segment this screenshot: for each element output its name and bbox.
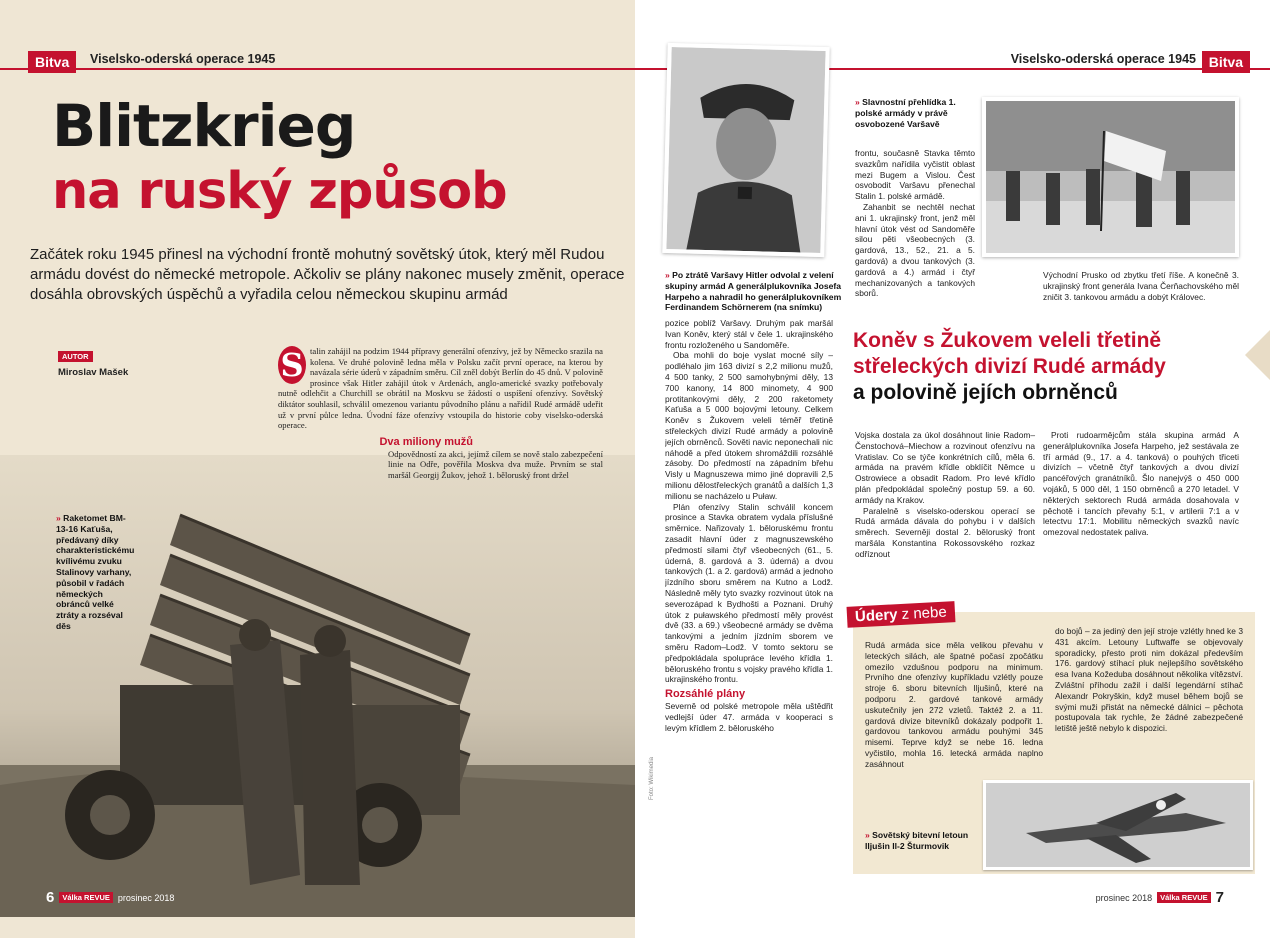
photo-credit: Foto: Wikimedia	[649, 756, 655, 800]
series-title: Viselsko-oderská operace 1945	[1010, 52, 1196, 66]
column-right-2: Východní Prusko od zbytku třetí říše. A konečně 3. ukrajinský front generála Ivana Čerňachovského měl zničit 3. tankovou armádu a dobýt Královec.	[1043, 270, 1239, 302]
title-line1: Blitzkrieg	[52, 92, 356, 160]
sub-heading-2: Rozsáhlé plány	[665, 688, 746, 701]
body-column-2: Proti rudoarmějcům stála skupina armád A generálplukovníka Josefa Harpeho, jež sestávala ze tří armád (9., 17. a 4. tanková) o pouhých třiceti divizích – včetně čtyř tankových a dvou divizí pancéřových granátníků. Šlo nanejvýš o 450 000 vojáků, 5 000 děl, 1 150 obrněnců a 270 letadel. V některých sektorech Rudá armáda dosahovala v pěchotě i tancích převahy 5:1, v artilerii 7:1 a v letectvu 17:1. Mobilitu německých svazků navíc omezoval nedostatek paliva.	[1043, 430, 1239, 538]
series-title: Viselsko-oderská operace 1945	[90, 52, 276, 66]
parade-illustration	[986, 101, 1235, 253]
footer-brand: Válka REVUE	[59, 892, 113, 903]
caption-arrow-icon: »	[56, 513, 61, 523]
caption-arrow-icon: »	[665, 270, 670, 280]
schorner-portrait	[666, 47, 825, 253]
footer-date: prosinec 2018	[1095, 892, 1153, 903]
schorner-caption: » Po ztrátě Varšavy Hitler odvolal z velení skupiny armád A generálplukovníka Josefa Harpeho a nahradil ho generálplukovníkem Ferdinandem Schörnerem (na snímku)	[665, 270, 842, 313]
katyusha-caption: » Raketomet BM-13-16 Kaťuša, předávaný díky charakteristickému kvílivému zvuku Stalinovy varhany, působil v řadách německých obránců velké ztráty a rozséval děs	[56, 513, 135, 631]
page-edge-arrow-icon	[1245, 330, 1270, 380]
author-label: AUTOR	[58, 351, 93, 362]
footer-left	[46, 889, 174, 906]
sidebar-box	[853, 603, 1255, 874]
lead-paragraph: Začátek roku 1945 přinesl na východní frontě mohutný sovětský útok, který měl Rudou armádu dovést do německé metropole. Ačkoliv se plány nakonec musely změnit, operace dosáhla obrovských úspěchů a vyřadila celou německou skupinu armád	[30, 246, 625, 303]
dropcap: S	[278, 346, 306, 384]
il2-caption: » Sovětský bitevní letoun Iljušin Il-2 Šturmovik	[865, 830, 969, 851]
intro-body: talin zahájil na podzim 1944 přípravy generální ofenzívy, jež by Německo srazila na kolena. Ve druhé polovině ledna měla v Polsku začít první operace, na kterou by navázala série úderů v západním směru. Cíl zněl dobýt Berlín do 45 dnů. V polovině prosince však Hitler zahájil útok v Ardenách, anglo-americké svazky potřebovaly nutně odlehčit a Churchill se obrátil na Moskvu se žádostí o uspíšení ofenzívy. Sovětský diktátor souhlasil, schválil omezenou variantu původního plánu a nařídil Rudé armádě udeřit už v první půlce ledna. Úvodní fáze ofenzívy vstoupila do historie coby viselsko-oderská operace.	[278, 346, 603, 431]
author-block	[58, 346, 128, 378]
caption-arrow-icon: »	[855, 97, 860, 107]
sub1-text: Odpovědností za akci, jejímž cílem se nově stalo zabezpečení linie na Odře, pověřila Moskva dva muže. Prvním se stal maršál Georgij Žukov, jehož 1. běloruský front držel	[388, 448, 603, 480]
footer-right	[1096, 889, 1224, 906]
author-name: Miroslav Mašek	[58, 367, 129, 378]
intro-column	[278, 346, 603, 481]
il2-illustration	[986, 783, 1250, 867]
schorner-photo	[662, 43, 829, 257]
headline: Koněv s Žukovem veleli třetině střeleckých divizí Rudé armády a polovině jejích obrněnců	[853, 329, 1166, 404]
title-line2: na ruský způsob	[52, 162, 507, 221]
column-right-1: frontu, současně Stavka těmto svazkům nařídila vyčistit oblast mezi Bugem a Vislou. Čest osvobodit Varšavu přenechal Stalin 1. polské armádě. Zahanbit se nechtěl nechat ani 1. ukrajinský front, jenž měl hlavní útok vést od Sandoměře silou pěti všeobecných (3. gardová, 13., 52., 21. a 5. gardová) a dvou tankových (3. gardová a 4.) armád i čtyř mechanizovaných a tankových sborů.	[855, 148, 975, 299]
column-middle: pozice poblíž Varšavy. Druhým pak maršál Ivan Koněv, který stál v čele 1. ukrajinského frontu rozloženého u Sandoměře. Oba mohli do boje vyslat mocné síly – podléhalo jim 163 divizí s 2,2 milionu mužů, 4 500 tanky, 2 500 samohybnými děly, 13 700 kanony, 14 800 minomety, 4 900 protitankovými děly, 2 200 raketomety Kaťuša a 5 000 bojovými letouny. Celkem Koněv s Žukovem veleli téměř třetině střeleckých divizí Rudé armády a polovině jejích obrněnců. Sověti navic neponechali nic náhodě a před útokem shromáždili rozsáhlé zásoby. Do předmostí na západním břehu Visly u Magnuszewa mimo jiné dopravili 2,5 milionu dělostřeleckých granátů a dalších 1,3 milionu se nacházelo u Puław. Plán ofenzívy Stalin schválil koncem prosince a Stavka obratem vydala příslušné směrnice. Nařizovaly 1. běloruskému frontu zasadit hlavní úder z magnuszewského předmostí silami čtyř všeobecných (61., 5. úderná, 8. gardová a 3. úderná) a dvou tankových (1. a 2. gardová) armád a jednoho jízdního sboru směrem na Kutno a Lodž. Následně měly tyto svazky rozvinout útok na severozápad k Bydhošti a Poznani. Druhý útok z puławského předmostí měly provést dvě (33. a 69.) všeobecné armády se dvěma tankovými a jedním jízdním sborem ve směru Radom–Lodž. V tomto sektoru se předpokládala spolupráce levého křídla 1. běloruského frontu s vojsky pravého křídla 1. ukrajinského frontu. Rozsáhlé plány Severně od polské metropole měla uštědřit vedlejší úder 47. armáda v kooperaci s levým křídlem 2. běloruského	[665, 318, 833, 733]
parade-caption: » Slavnostní přehlídka 1. polské armády v právě osvobozené Varšavě	[855, 97, 956, 129]
sub-heading-1: Dva miliony mužů	[379, 435, 473, 448]
footer-date: prosinec 2018	[117, 892, 175, 903]
il2-photo	[983, 780, 1253, 870]
right-page	[635, 0, 1270, 938]
box-title: Údery z nebe	[847, 601, 956, 628]
caption-arrow-icon: »	[865, 830, 870, 840]
intro-text	[278, 346, 603, 431]
section-tag: Bitva	[28, 51, 76, 73]
section-tag: Bitva	[1202, 51, 1250, 73]
body-column-1: Vojska dostala za úkol dosáhnout linie Radom–Čenstochová–Miechow a rozvinout ofenzívu na Vratislav. Co se týče konkrétních cílů, měla 6. armáda na pravém křídle obklíčit Němce u Ostrowiece a obsadit Radom. Pro levé křídlo plán předpokládal společný postup 59. a 60. armády na Krakov. Paralelně s viselsko-oderskou operací se Rudá armáda dávala do pohybu i v dalších směrech. Severněji dostal 2. běloruský front maršála Konstantina Rokossovského rozkaz odříznout	[855, 430, 1035, 559]
page-number: 7	[1215, 889, 1224, 906]
box-column-2: do bojů – za jediný den její stroje vzlétly hned ke 3 431 akcím. Letouny Luftwaffe se objevovaly sporadicky, přesto proti nim dokázal především 176. gardový stíhací pluk nejlepšího sovětského esa Ivana Kožeduba dosáhnout několika vítězství. Zvláštní příhodu zažil i další legendární stíhač Alexandr Pokryškin, když musel během bojů se svými muži přistát na německé dálnici – pěchota postupovala tak rychle, že žádné zabezpečené letiště ještě nebylo k dispozici.	[1055, 626, 1243, 734]
page-number: 6	[46, 889, 55, 906]
footer-brand: Válka REVUE	[1157, 892, 1211, 903]
box-column-1: Rudá armáda sice měla velikou převahu v leteckých silách, ale špatné počasí zpočátku omezilo vzdušnou podporu na minimum. Prvního dne ofenzívy kupříkladu vzlétly pouze stroje 6. sboru bitevních Iljušinů, které na podporu 2. gardové tankové armády uskutečnily jen 272 vzletů. Taktéž 2. a 11. gardová divize bitevníků dokázaly podpořit 1. gardovou tankovou armádu pouhými 345 misemi. Teprve když se nebe 16. ledna vyčistilo, mohla 16. letecká armáda naplno zasáhnout	[865, 640, 1043, 769]
parade-photo	[982, 97, 1239, 257]
